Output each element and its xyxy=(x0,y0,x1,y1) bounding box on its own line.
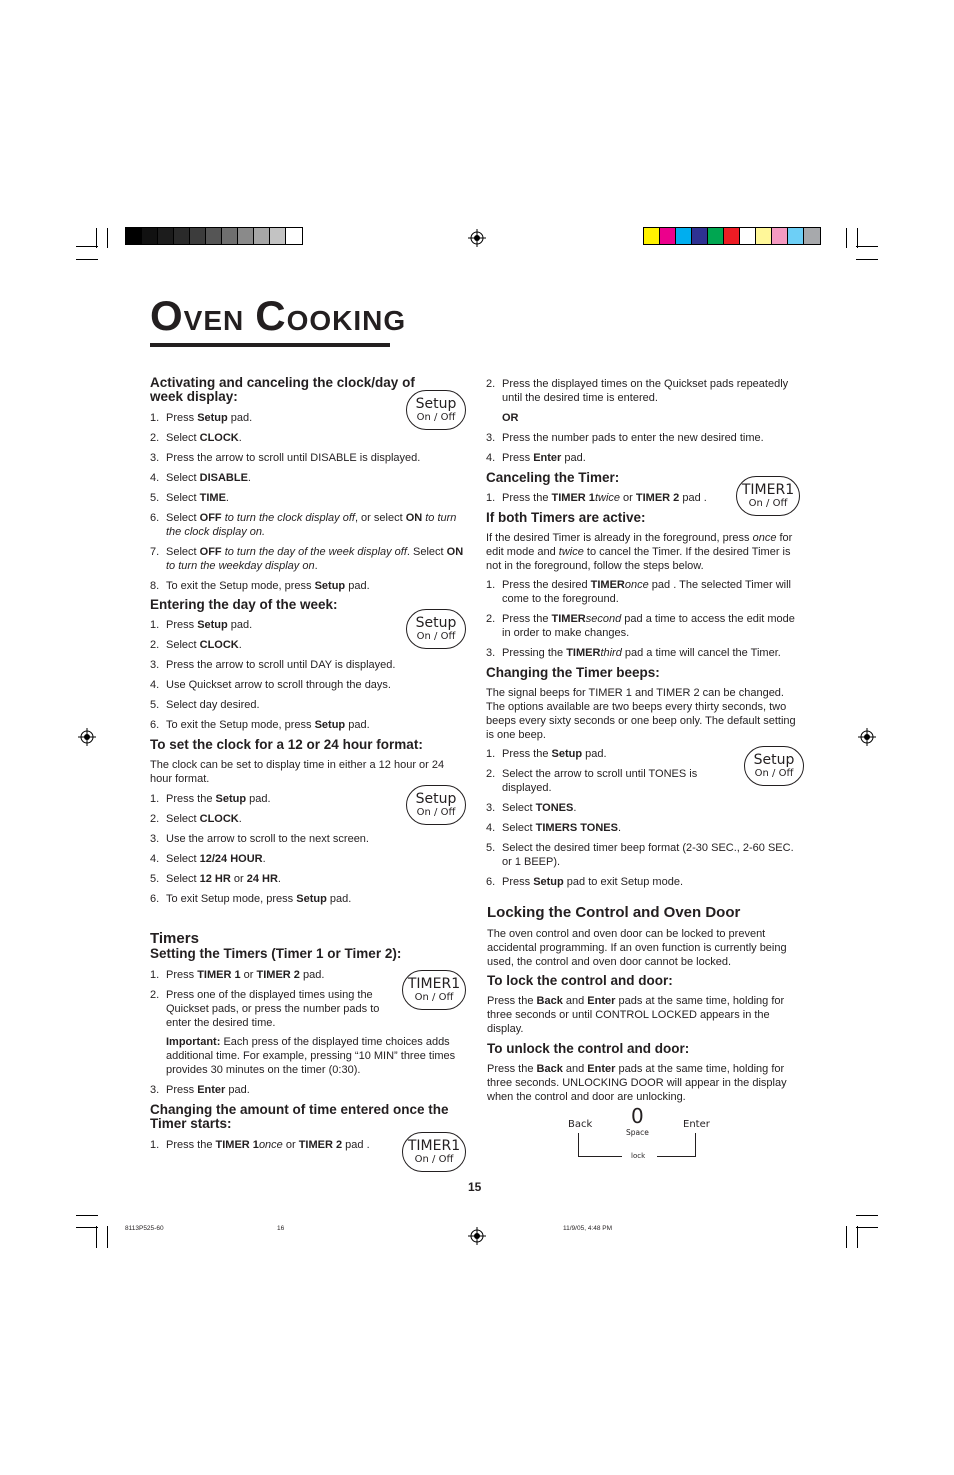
item-text: twice xyxy=(594,492,620,504)
item-text: Press xyxy=(166,412,198,424)
section-intro: The signal beeps for TIMER 1 and TIMER 2 can be changed. The options available are two beeps every thirty seconds, two beeps every sixty seconds or one beep only. The default setting is one beep. xyxy=(486,687,796,741)
item-text: Select xyxy=(166,546,200,558)
section-heading: Activating and canceling the clock/day of week display: xyxy=(150,375,415,404)
color-swatch xyxy=(238,228,254,244)
color-swatch xyxy=(804,228,820,244)
crop-mark xyxy=(96,228,97,248)
color-swatch xyxy=(174,228,190,244)
item-number: 3. xyxy=(150,833,160,845)
crop-mark xyxy=(76,259,98,260)
item-text: To exit the Setup mode, press xyxy=(166,719,315,731)
color-swatch xyxy=(724,228,740,244)
bracket-line xyxy=(578,1133,579,1157)
list-item xyxy=(150,892,470,906)
space-key-label: Space xyxy=(626,1128,649,1137)
crop-mark xyxy=(857,1226,858,1248)
color-swatch xyxy=(270,228,286,244)
item-text: pad a xyxy=(621,647,656,659)
crop-mark xyxy=(856,246,878,247)
bracket-line xyxy=(578,1156,622,1157)
list-item xyxy=(150,1138,410,1152)
color-swatch xyxy=(676,228,692,244)
item-text: once xyxy=(624,579,649,591)
item-text: or xyxy=(240,969,257,981)
item-text: Press the xyxy=(166,793,216,805)
item-text: pad. xyxy=(561,452,586,464)
item-number: 2. xyxy=(486,613,496,625)
item-text: or xyxy=(230,873,247,885)
list-item xyxy=(150,968,390,982)
item-text: third xyxy=(600,647,622,659)
item-text: 12 HR xyxy=(199,873,231,885)
color-swatch xyxy=(788,228,804,244)
lock-key-diagram xyxy=(568,1104,718,1164)
section-heading: Changing the amount of time entered once the Timer starts: xyxy=(150,1102,449,1131)
item-text: pad. xyxy=(227,619,253,631)
item-text: Press the xyxy=(502,748,552,760)
list-item xyxy=(150,579,470,593)
item-number: 1. xyxy=(150,412,160,424)
change-time-steps-continued xyxy=(486,431,801,471)
item-text: Select day desired. xyxy=(166,699,260,711)
timers-heading: Timers xyxy=(150,930,199,947)
list-item xyxy=(486,431,801,445)
color-swatch xyxy=(254,228,270,244)
item-text: Select xyxy=(166,813,200,825)
setup-pad-icon: Setup On / Off xyxy=(744,746,804,786)
lock-key-label: lock xyxy=(631,1152,646,1160)
item-text: Pressing the xyxy=(502,647,567,659)
color-swatch xyxy=(708,228,724,244)
list-item xyxy=(486,491,736,505)
item-text: Use Quickset arrow to scroll through the days. xyxy=(166,679,391,691)
important-note: Important: Each press of the displayed time choices adds additional time. For example, pressing “10 MIN” three times provides 30 minutes on the timer (0:30). xyxy=(166,1036,456,1076)
item-text: 12/24 HOUR xyxy=(199,853,263,865)
list-item xyxy=(150,658,470,672)
clock-display-steps xyxy=(150,411,470,599)
item-number: 1. xyxy=(486,492,496,504)
item-text: . Select xyxy=(406,546,447,558)
page-number: 15 xyxy=(468,1180,482,1194)
list-item xyxy=(150,451,470,465)
section-intro: The clock can be set to display time in either a 12 hour or 24 hour format. xyxy=(150,759,445,785)
item-text: ON xyxy=(405,512,423,524)
item-text: To exit the Setup mode, press xyxy=(166,580,315,592)
color-swatch xyxy=(660,228,676,244)
item-text: Press the desired xyxy=(502,579,591,591)
color-swatch xyxy=(190,228,206,244)
item-text: Setup xyxy=(314,580,346,592)
item-text: Select the arrow to scroll until TONES is displayed. xyxy=(502,768,698,794)
item-text: pad xyxy=(679,492,704,504)
item-text: Setup xyxy=(296,893,327,905)
item-text: pad. xyxy=(246,793,271,805)
item-text: Press xyxy=(502,452,534,464)
item-text: TIMER xyxy=(551,613,586,625)
item-text: pad. xyxy=(582,748,607,760)
item-text: Press xyxy=(166,619,198,631)
section-clock-display xyxy=(150,376,420,404)
crop-mark xyxy=(96,1226,97,1248)
item-text: . The selected Timer will come to the foreground. xyxy=(502,579,792,605)
crop-mark xyxy=(107,228,108,248)
item-text: . xyxy=(238,432,242,444)
section-heading: Setting the Timers (Timer 1 or Timer 2): xyxy=(150,946,402,961)
item-text: to turn the weekday display on xyxy=(166,560,315,572)
item-number: 2. xyxy=(486,768,496,780)
item-text: OFF xyxy=(199,512,222,524)
item-text: Press xyxy=(166,1084,198,1096)
item-number: 1. xyxy=(150,1139,160,1151)
item-text: Enter xyxy=(533,452,562,464)
item-text: pad a xyxy=(621,613,655,625)
registration-target-icon xyxy=(468,229,486,247)
item-number: 3. xyxy=(150,659,160,671)
change-time-steps-continued xyxy=(486,377,801,411)
item-number: 5. xyxy=(150,492,160,504)
item-text: Select xyxy=(502,822,536,834)
item-text: TIME xyxy=(199,492,226,504)
item-number: 2. xyxy=(150,432,160,444)
unlock-instructions: Press the Back and Enter pads at the same time, holding for three seconds. UNLOCKING DOOR will appear in the display when the control and door are unlocking. xyxy=(487,1063,787,1103)
item-text: Setup xyxy=(551,748,583,760)
setup-pad-icon: Setup On / Off xyxy=(406,390,466,430)
list-item xyxy=(486,767,707,795)
list-item xyxy=(150,511,470,539)
list-item xyxy=(150,832,470,846)
item-number: 2. xyxy=(150,989,160,1001)
list-item xyxy=(150,988,390,1030)
item-text: TIMER 1 xyxy=(197,969,241,981)
item-text: CLOCK xyxy=(199,813,239,825)
item-text: Press xyxy=(166,969,198,981)
back-key-label: Back xyxy=(568,1119,593,1130)
item-number: 3. xyxy=(486,802,496,814)
footer-date: 11/9/05, 4:48 PM xyxy=(563,1225,613,1232)
list-item xyxy=(150,491,470,505)
color-swatch xyxy=(286,228,302,244)
item-text: . xyxy=(703,492,707,504)
list-item xyxy=(486,377,801,405)
item-text: Setup xyxy=(215,793,247,805)
item-text: DISABLE xyxy=(199,472,248,484)
list-item xyxy=(150,698,470,712)
lock-instructions: Press the Back and Enter pads at the same time, holding for three seconds or until CONTROL LOCKED appears in the display. xyxy=(487,995,785,1035)
list-item xyxy=(150,471,470,485)
item-number: 4. xyxy=(486,452,496,464)
item-text: Select xyxy=(166,853,200,865)
item-text: Select xyxy=(166,512,200,524)
item-text: To exit Setup mode, press xyxy=(166,893,297,905)
item-text: ON xyxy=(446,546,464,558)
list-item xyxy=(150,431,470,445)
item-text: pad. xyxy=(345,719,370,731)
registration-target-icon xyxy=(78,728,96,746)
crop-mark xyxy=(857,228,858,248)
list-item xyxy=(150,718,470,732)
setup-pad-icon: Setup On / Off xyxy=(406,609,466,649)
item-number: 6. xyxy=(150,719,160,731)
item-text: pad to exit Setup mode. xyxy=(563,876,683,888)
process-color-bar xyxy=(643,227,821,245)
section-heading: If both Timers are active: xyxy=(486,510,646,525)
item-text: TIMER 2 xyxy=(298,1139,343,1151)
section-heading: Entering the day of the week: xyxy=(150,597,338,612)
item-text: Press one of the displayed times using the Quickset pads, or press the number pads to enter the desired time. xyxy=(166,989,380,1029)
item-text: TIMER 2 xyxy=(635,492,680,504)
item-number: 1. xyxy=(486,579,496,591)
or-label: OR xyxy=(502,412,519,424)
color-swatch xyxy=(756,228,772,244)
crop-mark xyxy=(846,1226,847,1248)
item-text: . xyxy=(277,873,281,885)
item-number: 8. xyxy=(150,580,160,592)
item-number: 3. xyxy=(150,452,160,464)
item-text: Select xyxy=(502,802,536,814)
item-number: 4. xyxy=(150,679,160,691)
change-time-steps xyxy=(150,1138,410,1152)
list-item xyxy=(486,801,801,815)
color-swatch xyxy=(206,228,222,244)
item-text: TIMER xyxy=(566,647,601,659)
item-number: 1. xyxy=(486,748,496,760)
item-number: 4. xyxy=(150,853,160,865)
item-text: Select the desired timer beep format (2-30 SEC., 2-60 SEC. or 1 BEEP). xyxy=(502,842,794,868)
crop-mark xyxy=(846,228,847,248)
item-text: once xyxy=(258,1139,283,1151)
item-text: pad. xyxy=(326,893,352,905)
list-item xyxy=(486,578,801,606)
item-text: Select xyxy=(166,873,200,885)
timer1-pad-icon: TIMER1 On / Off xyxy=(402,970,466,1010)
item-number: 6. xyxy=(150,512,160,524)
item-text: . xyxy=(247,472,251,484)
item-text: to turn the clock display off xyxy=(221,512,355,524)
item-text: pad. xyxy=(345,580,370,592)
item-text: Enter xyxy=(197,1084,226,1096)
color-swatch xyxy=(692,228,708,244)
crop-mark xyxy=(76,1215,98,1216)
item-text: Press the xyxy=(502,492,552,504)
item-number: 4. xyxy=(486,822,496,834)
item-text: TONES xyxy=(535,802,574,814)
item-text: pad. xyxy=(227,412,253,424)
item-text: Select xyxy=(166,472,200,484)
list-item xyxy=(486,612,801,640)
bracket-line xyxy=(695,1133,696,1157)
crop-mark xyxy=(856,1227,878,1228)
item-number: 5. xyxy=(150,873,160,885)
timer1-pad-icon: TIMER1 On / Off xyxy=(402,1132,466,1172)
item-text: TIMER 2 xyxy=(256,969,300,981)
enter-key-label: Enter xyxy=(683,1119,710,1130)
item-text: CLOCK xyxy=(199,432,239,444)
setting-timers-steps xyxy=(150,968,390,1036)
list-item xyxy=(486,875,801,889)
item-text: . xyxy=(262,853,266,865)
item-text: time will cancel the Timer. xyxy=(655,647,781,659)
item-number: 7. xyxy=(150,546,160,558)
item-text: time to access the edit mode in order to make changes. xyxy=(502,613,795,639)
item-text: Press the arrow to scroll until DISABLE is displayed. xyxy=(166,452,421,464)
page-title: OVEN COOKING xyxy=(150,292,407,339)
item-text: . xyxy=(225,492,229,504)
crop-mark xyxy=(76,246,98,247)
registration-target-icon xyxy=(468,1227,486,1245)
item-text: Setup xyxy=(533,876,564,888)
item-text: TIMER xyxy=(590,579,625,591)
item-number: 1. xyxy=(150,969,160,981)
item-text: Setup xyxy=(197,412,228,424)
item-text: Select xyxy=(166,432,200,444)
bracket-line xyxy=(657,1156,696,1157)
item-number: 5. xyxy=(486,842,496,854)
registration-target-icon xyxy=(858,728,876,746)
item-text: . xyxy=(238,813,242,825)
color-swatch xyxy=(222,228,238,244)
grayscale-bar xyxy=(125,227,303,245)
section-intro: If the desired Timer is already in the foreground, press once for edit mode and twice to cancel the Timer. If the desired Timer is not in the foreground, follow the steps below. xyxy=(486,532,793,572)
item-number: 4. xyxy=(150,472,160,484)
color-swatch xyxy=(142,228,158,244)
list-item xyxy=(486,821,801,835)
color-swatch xyxy=(644,228,660,244)
section-heading: To unlock the control and door: xyxy=(487,1041,690,1056)
timer1-pad-icon: TIMER1 On / Off xyxy=(736,476,800,516)
footer-page: 16 xyxy=(277,1225,285,1232)
crop-mark xyxy=(856,1215,878,1216)
item-text: to turn the clock display on. xyxy=(166,512,457,538)
item-text: pad xyxy=(648,579,674,591)
item-text: . xyxy=(617,822,622,834)
setup-pad-icon: Setup On / Off xyxy=(406,785,466,825)
item-number: 2. xyxy=(150,639,160,651)
item-text: TIMER 1 xyxy=(215,1139,259,1151)
both-timers-steps xyxy=(486,578,801,666)
item-text: Press the arrow to scroll until DAY is displayed. xyxy=(166,659,396,671)
item-text: CLOCK xyxy=(199,639,239,651)
zero-key-label: 0 xyxy=(631,1104,644,1128)
title-underline xyxy=(150,343,390,347)
item-text: Press the number pads to enter the new desired time. xyxy=(502,432,764,444)
item-number: 1. xyxy=(150,619,160,631)
item-text: Press the xyxy=(166,1139,216,1151)
item-text: Press the displayed times on the Quickset pads repeatedly until the desired time is entered. xyxy=(502,378,789,404)
item-text: . xyxy=(238,639,242,651)
section-heading: Changing the Timer beeps: xyxy=(486,665,660,680)
item-number: 3. xyxy=(486,647,496,659)
item-text: TIMER 1 xyxy=(551,492,595,504)
list-item xyxy=(150,678,470,692)
item-text: or xyxy=(620,492,636,504)
crop-mark xyxy=(107,1226,108,1248)
item-text: Press the xyxy=(502,613,552,625)
item-text: pad xyxy=(342,1139,367,1151)
section-intro: The oven control and oven door can be locked to prevent accidental programming. If an oven function is currently being used, the control and oven door cannot be locked. xyxy=(487,928,787,968)
item-text: to turn the day of the week display off xyxy=(221,546,407,558)
item-text: Select xyxy=(166,639,200,651)
item-text: Setup xyxy=(314,719,346,731)
item-text: , or select xyxy=(354,512,406,524)
color-swatch xyxy=(772,228,788,244)
item-number: 3. xyxy=(150,1084,160,1096)
list-item xyxy=(150,872,470,886)
item-text: . xyxy=(573,802,577,814)
crop-mark xyxy=(856,259,878,260)
item-number: 2. xyxy=(486,378,496,390)
item-number: 6. xyxy=(486,876,496,888)
item-number: 1. xyxy=(150,793,160,805)
setting-timers-step-3 xyxy=(150,1083,450,1097)
item-text: . xyxy=(366,1139,370,1151)
footer-job-code: 8113P525-60 xyxy=(125,1225,164,1232)
item-text: pad. xyxy=(299,969,325,981)
section-heading: Canceling the Timer: xyxy=(486,470,620,485)
list-item xyxy=(486,841,801,869)
item-text: Use the arrow to scroll to the next screen. xyxy=(166,833,369,845)
item-text: OFF xyxy=(199,546,222,558)
item-number: 5. xyxy=(150,699,160,711)
item-text: Select xyxy=(166,492,200,504)
cancel-timer-steps xyxy=(486,491,736,505)
color-swatch xyxy=(126,228,142,244)
locking-title: Locking the Control and Oven Door xyxy=(487,904,741,921)
item-text: Setup xyxy=(197,619,228,631)
color-swatch xyxy=(740,228,756,244)
item-number: 3. xyxy=(486,432,496,444)
item-text: 24 HR xyxy=(246,873,278,885)
item-text: . xyxy=(314,560,318,572)
item-number: 6. xyxy=(150,893,160,905)
color-swatch xyxy=(158,228,174,244)
list-item xyxy=(150,1083,450,1097)
item-text: second xyxy=(585,613,622,625)
section-heading: To lock the control and door: xyxy=(487,973,673,988)
list-item xyxy=(486,646,801,660)
item-text: Press xyxy=(502,876,534,888)
item-text: pad. xyxy=(225,1084,250,1096)
list-item xyxy=(486,451,801,465)
section-heading: To set the clock for a 12 or 24 hour format: xyxy=(150,737,423,752)
list-item xyxy=(150,545,470,573)
list-item xyxy=(150,852,470,866)
item-number: 2. xyxy=(150,813,160,825)
crop-mark xyxy=(76,1227,98,1228)
item-text: or xyxy=(282,1139,299,1151)
item-text: TIMERS TONES xyxy=(535,822,618,834)
